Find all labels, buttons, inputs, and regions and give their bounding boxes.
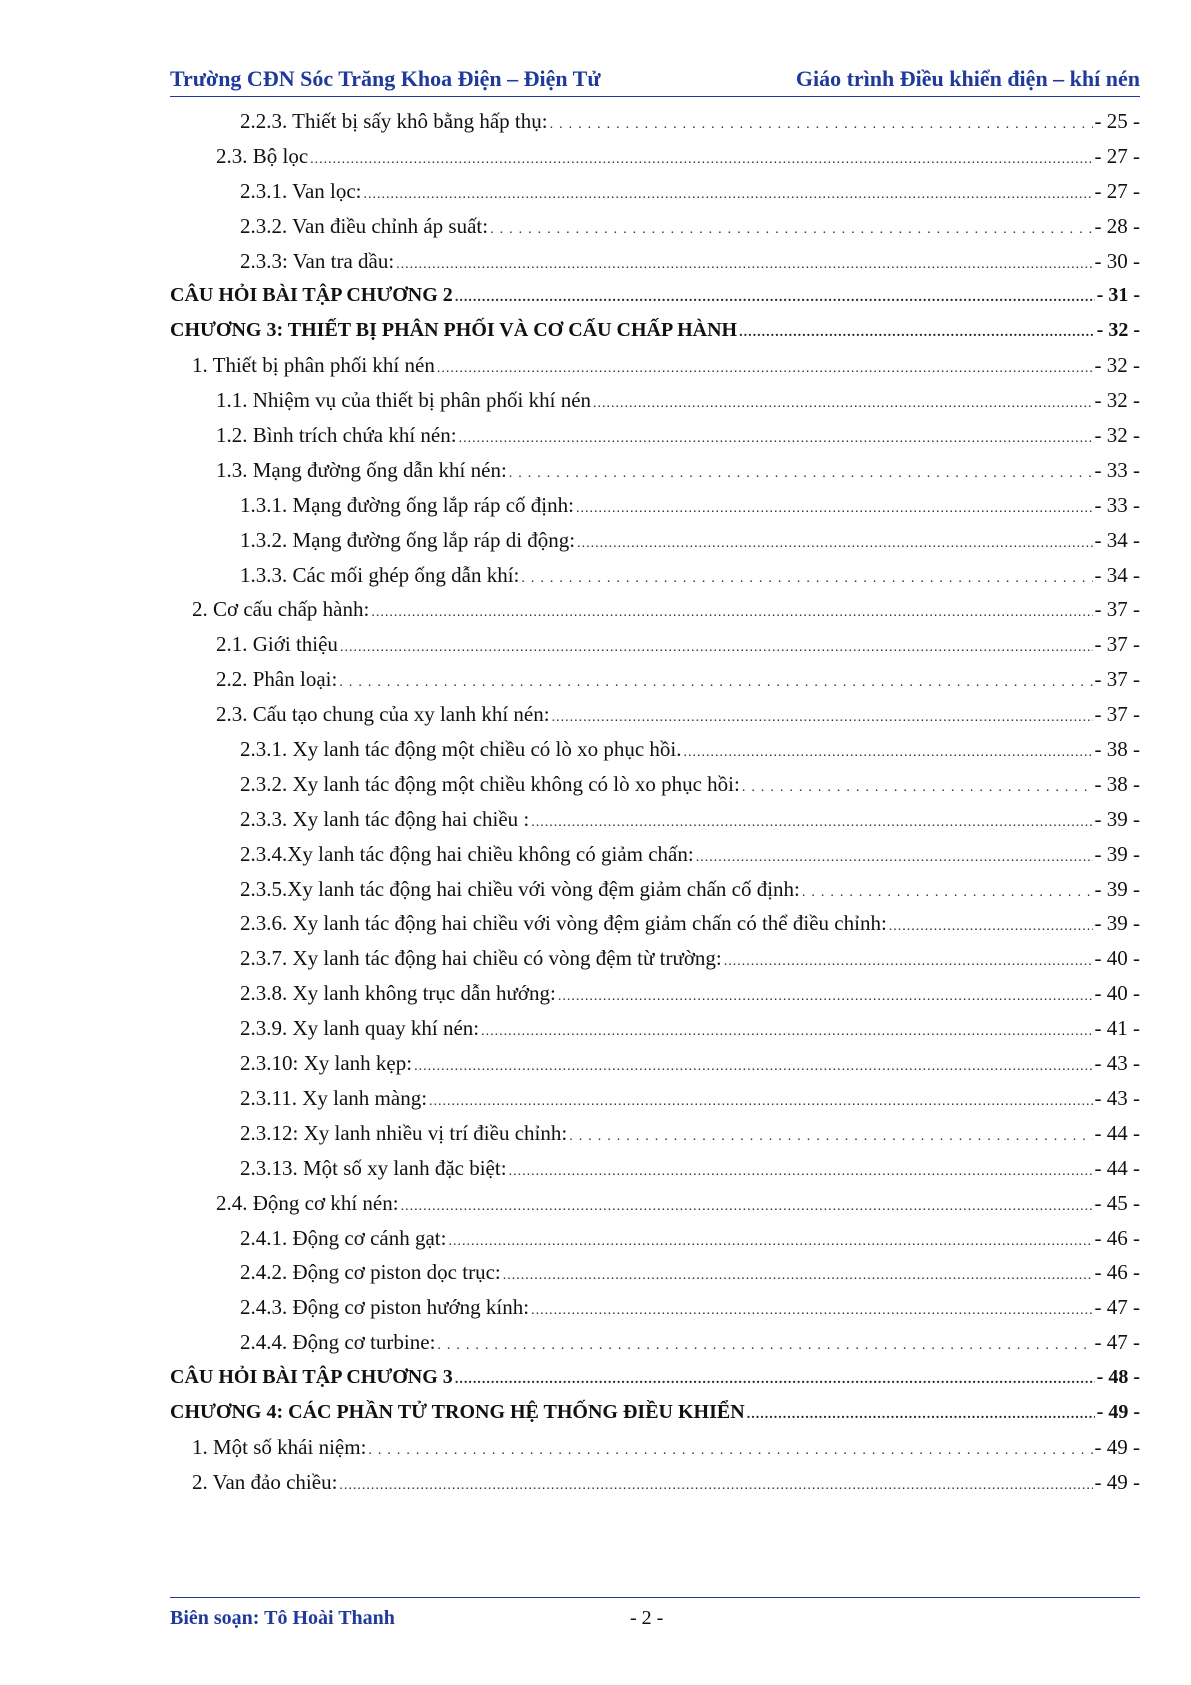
toc-entry-title: 2.2.3. Thiết bị sấy khô bằng hấp thụ: [240,109,548,133]
toc-dot-leader [371,596,1092,631]
header-course-title: Giáo trình Điều khiển điện – khí nén [795,66,1140,91]
toc-entry-page: - 31 - [1096,284,1140,307]
toc-entry[interactable] [170,1325,1140,1360]
toc-entry[interactable] [170,348,1140,383]
toc-entry-page: - 39 - [1094,876,1140,901]
toc-entry[interactable] [170,313,1140,348]
toc-entry-page: - 28 - [1094,213,1140,238]
toc-entry[interactable] [170,1011,1140,1046]
toc-dot-leader [455,1363,1095,1398]
toc-entry-title: 2.3.2. Xy lanh tác động một chiều không có lò xo phục hồi: [240,771,740,796]
toc-entry-page: - 33 - [1094,492,1140,517]
toc-entry[interactable] [170,523,1140,558]
toc-dot-leader [552,701,1093,736]
toc-entry-title: 2.3.7. Xy lanh tác động hai chiều có vòng đệm từ trường: [240,946,722,971]
toc-entry-title: 1.3.2. Mạng đường ống lắp ráp di động: [240,527,576,552]
toc-entry-title: 2. Van đảo chiều: [192,1469,338,1494]
toc-dot-leader [339,666,1092,701]
page-footer [170,1607,1140,1637]
toc-dot-leader [481,1015,1092,1050]
toc-entry-title: 2.3.6. Xy lanh tác động hai chiều với vòng đệm giảm chấn có thể điều chỉnh: [240,911,887,936]
toc-entry-title: 2.3.1. Xy lanh tác động một chiều có lò xo phục hồi. [240,737,682,762]
toc-entry-page: - 32 - [1094,388,1140,413]
toc-entry-title: 2.3.4.Xy lanh tác động hai chiều không có giảm chấn: [240,841,694,866]
toc-entry-title: 2.3.3: Van tra dầu: [240,248,395,273]
toc-dot-leader [684,736,1093,771]
toc-dot-leader [802,876,1093,911]
toc-dot-leader [429,1085,1092,1120]
toc-entry[interactable] [170,941,1140,976]
toc-dot-leader [747,1398,1095,1433]
header-divider [170,96,1140,97]
toc-entry-page: - 49 - [1096,1400,1140,1423]
toc-entry-title: 1.1. Nhiệm vụ của thiết bị phân phối khí nén [216,388,592,413]
toc-dot-leader [558,980,1093,1015]
toc-dot-leader [550,108,1093,143]
toc-entry[interactable] [170,592,1140,627]
toc-dot-leader [364,178,1093,213]
toc-entry-title: 1.3. Mạng đường ống dẫn khí nén: [216,457,507,482]
toc-entry-title: 1. Thiết bị phân phối khí nén [192,353,435,378]
toc-entry[interactable] [170,1395,1140,1430]
toc-entry-page: - 39 - [1094,911,1140,936]
toc-entry[interactable] [170,1221,1140,1256]
toc-entry[interactable] [170,1186,1140,1221]
toc-dot-leader [455,281,1095,316]
toc-dot-leader [889,910,1093,945]
toc-entry-page: - 37 - [1094,702,1140,727]
toc-dot-leader [368,1434,1092,1469]
toc-entry-page: - 47 - [1094,1330,1140,1355]
toc-dot-leader [724,945,1093,980]
toc-entry-page: - 33 - [1094,457,1140,482]
footer-page-number: - 2 - [630,1607,664,1629]
toc-entry-page: - 49 - [1094,1469,1140,1494]
toc-dot-leader [414,1050,1092,1085]
toc-entry-page: - 47 - [1094,1295,1140,1320]
toc-entry-page: - 39 - [1094,841,1140,866]
toc-entry-page: - 30 - [1094,248,1140,273]
toc-entry-page: - 46 - [1094,1260,1140,1285]
toc-entry-page: - 44 - [1094,1155,1140,1180]
toc-entry-page: - 34 - [1094,527,1140,552]
toc-entry-page: - 37 - [1094,632,1140,657]
footer-divider [170,1597,1140,1598]
toc-entry[interactable] [170,558,1140,593]
toc-entry-title: 2.3. Cấu tạo chung của xy lanh khí nén: [216,702,550,727]
toc-entry-page: - 49 - [1094,1434,1140,1459]
toc-entry-title: 2.3.5.Xy lanh tác động hai chiều với vòng đệm giảm chấn cố định: [240,876,800,901]
toc-entry-title: 2.4.3. Động cơ piston hướng kính: [240,1295,530,1320]
toc-entry-title: 1.3.3. Các mối ghép ống dẫn khí: [240,562,520,587]
toc-dot-leader [521,562,1092,597]
toc-entry[interactable] [170,732,1140,767]
toc-entry[interactable] [170,209,1140,244]
toc-entry[interactable] [170,767,1140,802]
toc-entry[interactable] [170,453,1140,488]
toc-entry-page: - 27 - [1094,178,1140,203]
toc-entry-title: 1. Một số khái niệm: [192,1434,367,1459]
toc-entry-title: CHƯƠNG 4: CÁC PHẦN TỬ TRONG HỆ THỐNG ĐIỀU KHIỂN [170,1400,745,1423]
toc-entry[interactable] [170,1360,1140,1395]
toc-entry-page: - 37 - [1094,667,1140,692]
toc-dot-leader [742,771,1093,806]
toc-entry-title: 2.4.1. Động cơ cánh gạt: [240,1225,447,1250]
toc-entry[interactable] [170,383,1140,418]
toc-entry[interactable] [170,278,1140,313]
toc-entry[interactable] [170,244,1140,279]
toc-entry-page: - 32 - [1094,353,1140,378]
toc-dot-leader [576,492,1093,527]
toc-entry[interactable] [170,1081,1140,1116]
toc-entry-page: - 39 - [1094,806,1140,831]
toc-dot-leader [437,352,1093,387]
toc-dot-leader [503,1259,1093,1294]
toc-entry-page: - 43 - [1094,1051,1140,1076]
page-header [170,56,1140,92]
footer-author: Biên soạn: Tô Hoài Thanh [170,1607,395,1629]
toc-entry-title: CHƯƠNG 3: THIẾT BỊ PHÂN PHỐI VÀ CƠ CẤU CHẤP HÀNH [170,319,738,342]
toc-entry-page: - 25 - [1094,109,1140,133]
toc-entry[interactable] [170,174,1140,209]
toc-entry-title: 2.3.9. Xy lanh quay khí nén: [240,1016,480,1041]
toc-entry[interactable] [170,662,1140,697]
toc-entry-title: 2.2. Phân loại: [216,667,338,692]
toc-entry-page: - 32 - [1094,423,1140,448]
toc-entry[interactable] [170,802,1140,837]
toc-dot-leader [696,841,1093,876]
toc-entry-title: 2.3.8. Xy lanh không trục dẫn hướng: [240,981,556,1006]
toc-entry[interactable] [170,1290,1140,1325]
toc-entry[interactable] [170,976,1140,1011]
toc-dot-leader [509,457,1093,492]
toc-entry-page: - 37 - [1094,597,1140,622]
toc-entry-page: - 32 - [1096,319,1140,342]
toc-dot-leader [396,248,1092,283]
toc-dot-leader [401,1190,1093,1225]
toc-entry-title: 2.4.2. Động cơ piston dọc trục: [240,1260,501,1285]
toc-entry-title: 2.3.11. Xy lanh màng: [240,1085,428,1110]
toc-entry-title: 2.3.1. Van lọc: [240,178,362,203]
toc-dot-leader [569,1120,1092,1155]
toc-entry-title: 2.1. Giới thiệu [216,632,338,657]
toc-entry-page: - 45 - [1094,1190,1140,1215]
toc-entry[interactable] [170,872,1140,907]
toc-entry-title: 2.3.2. Van điều chỉnh áp suất: [240,213,489,238]
toc-entry[interactable] [170,1430,1140,1465]
toc-entry[interactable] [170,906,1140,941]
toc-dot-leader [577,527,1092,562]
table-of-contents [170,104,1140,1500]
toc-entry-title: 2.4.4. Động cơ turbine: [240,1330,436,1355]
toc-entry[interactable] [170,1116,1140,1151]
toc-entry-page: - 40 - [1094,981,1140,1006]
toc-entry-title: CÂU HỎI BÀI TẬP CHƯƠNG 2 [170,284,453,307]
toc-entry-title: 2.3.10: Xy lanh kẹp: [240,1051,413,1076]
toc-dot-leader [437,1329,1092,1364]
toc-entry-title: 1.3.1. Mạng đường ống lắp ráp cố định: [240,492,574,517]
toc-dot-leader [490,213,1092,248]
toc-entry[interactable] [170,1255,1140,1290]
toc-entry-title: CÂU HỎI BÀI TẬP CHƯƠNG 3 [170,1366,453,1389]
toc-entry-page: - 48 - [1096,1366,1140,1389]
toc-entry-title: 2.3. Bộ lọc [216,143,309,168]
toc-entry-page: - 41 - [1094,1016,1140,1041]
toc-dot-leader [509,1155,1093,1190]
toc-entry-page: - 34 - [1094,562,1140,587]
toc-entry-title: 2.3.13. Một số xy lanh đặc biệt: [240,1155,507,1180]
toc-entry[interactable] [170,837,1140,872]
toc-entry-page: - 44 - [1094,1120,1140,1145]
toc-dot-leader [448,1225,1092,1260]
toc-entry-page: - 43 - [1094,1085,1140,1110]
toc-entry[interactable] [170,139,1140,174]
header-school: Trường CĐN Sóc Trăng Khoa Điện – Điện Tử [170,66,601,91]
toc-entry-title: 2.4. Động cơ khí nén: [216,1190,399,1215]
toc-entry[interactable] [170,1046,1140,1081]
toc-dot-leader [531,806,1092,841]
toc-entry[interactable] [170,627,1140,662]
toc-dot-leader [593,387,1092,422]
toc-entry-title: 2.3.12: Xy lanh nhiều vị trí điều chỉnh: [240,1120,568,1145]
toc-entry-page: - 38 - [1094,771,1140,796]
toc-entry[interactable] [170,1465,1140,1500]
toc-entry-page: - 38 - [1094,737,1140,762]
toc-entry[interactable] [170,488,1140,523]
toc-entry-page: - 46 - [1094,1225,1140,1250]
toc-entry[interactable] [170,697,1140,732]
toc-entry-title: 2. Cơ cấu chấp hành: [192,597,370,622]
toc-entry-title: 1.2. Bình trích chứa khí nén: [216,423,457,448]
toc-dot-leader [310,143,1092,178]
toc-entry-page: - 40 - [1094,946,1140,971]
toc-dot-leader [531,1294,1092,1329]
toc-dot-leader [339,1469,1092,1504]
toc-dot-leader [459,422,1093,457]
toc-dot-leader [340,631,1093,666]
toc-entry[interactable] [170,1151,1140,1186]
toc-entry[interactable] [170,418,1140,453]
toc-entry-title: 2.3.3. Xy lanh tác động hai chiều : [240,806,530,831]
toc-entry[interactable] [170,104,1140,139]
toc-dot-leader [739,316,1095,351]
toc-entry-page: - 27 - [1094,143,1140,168]
